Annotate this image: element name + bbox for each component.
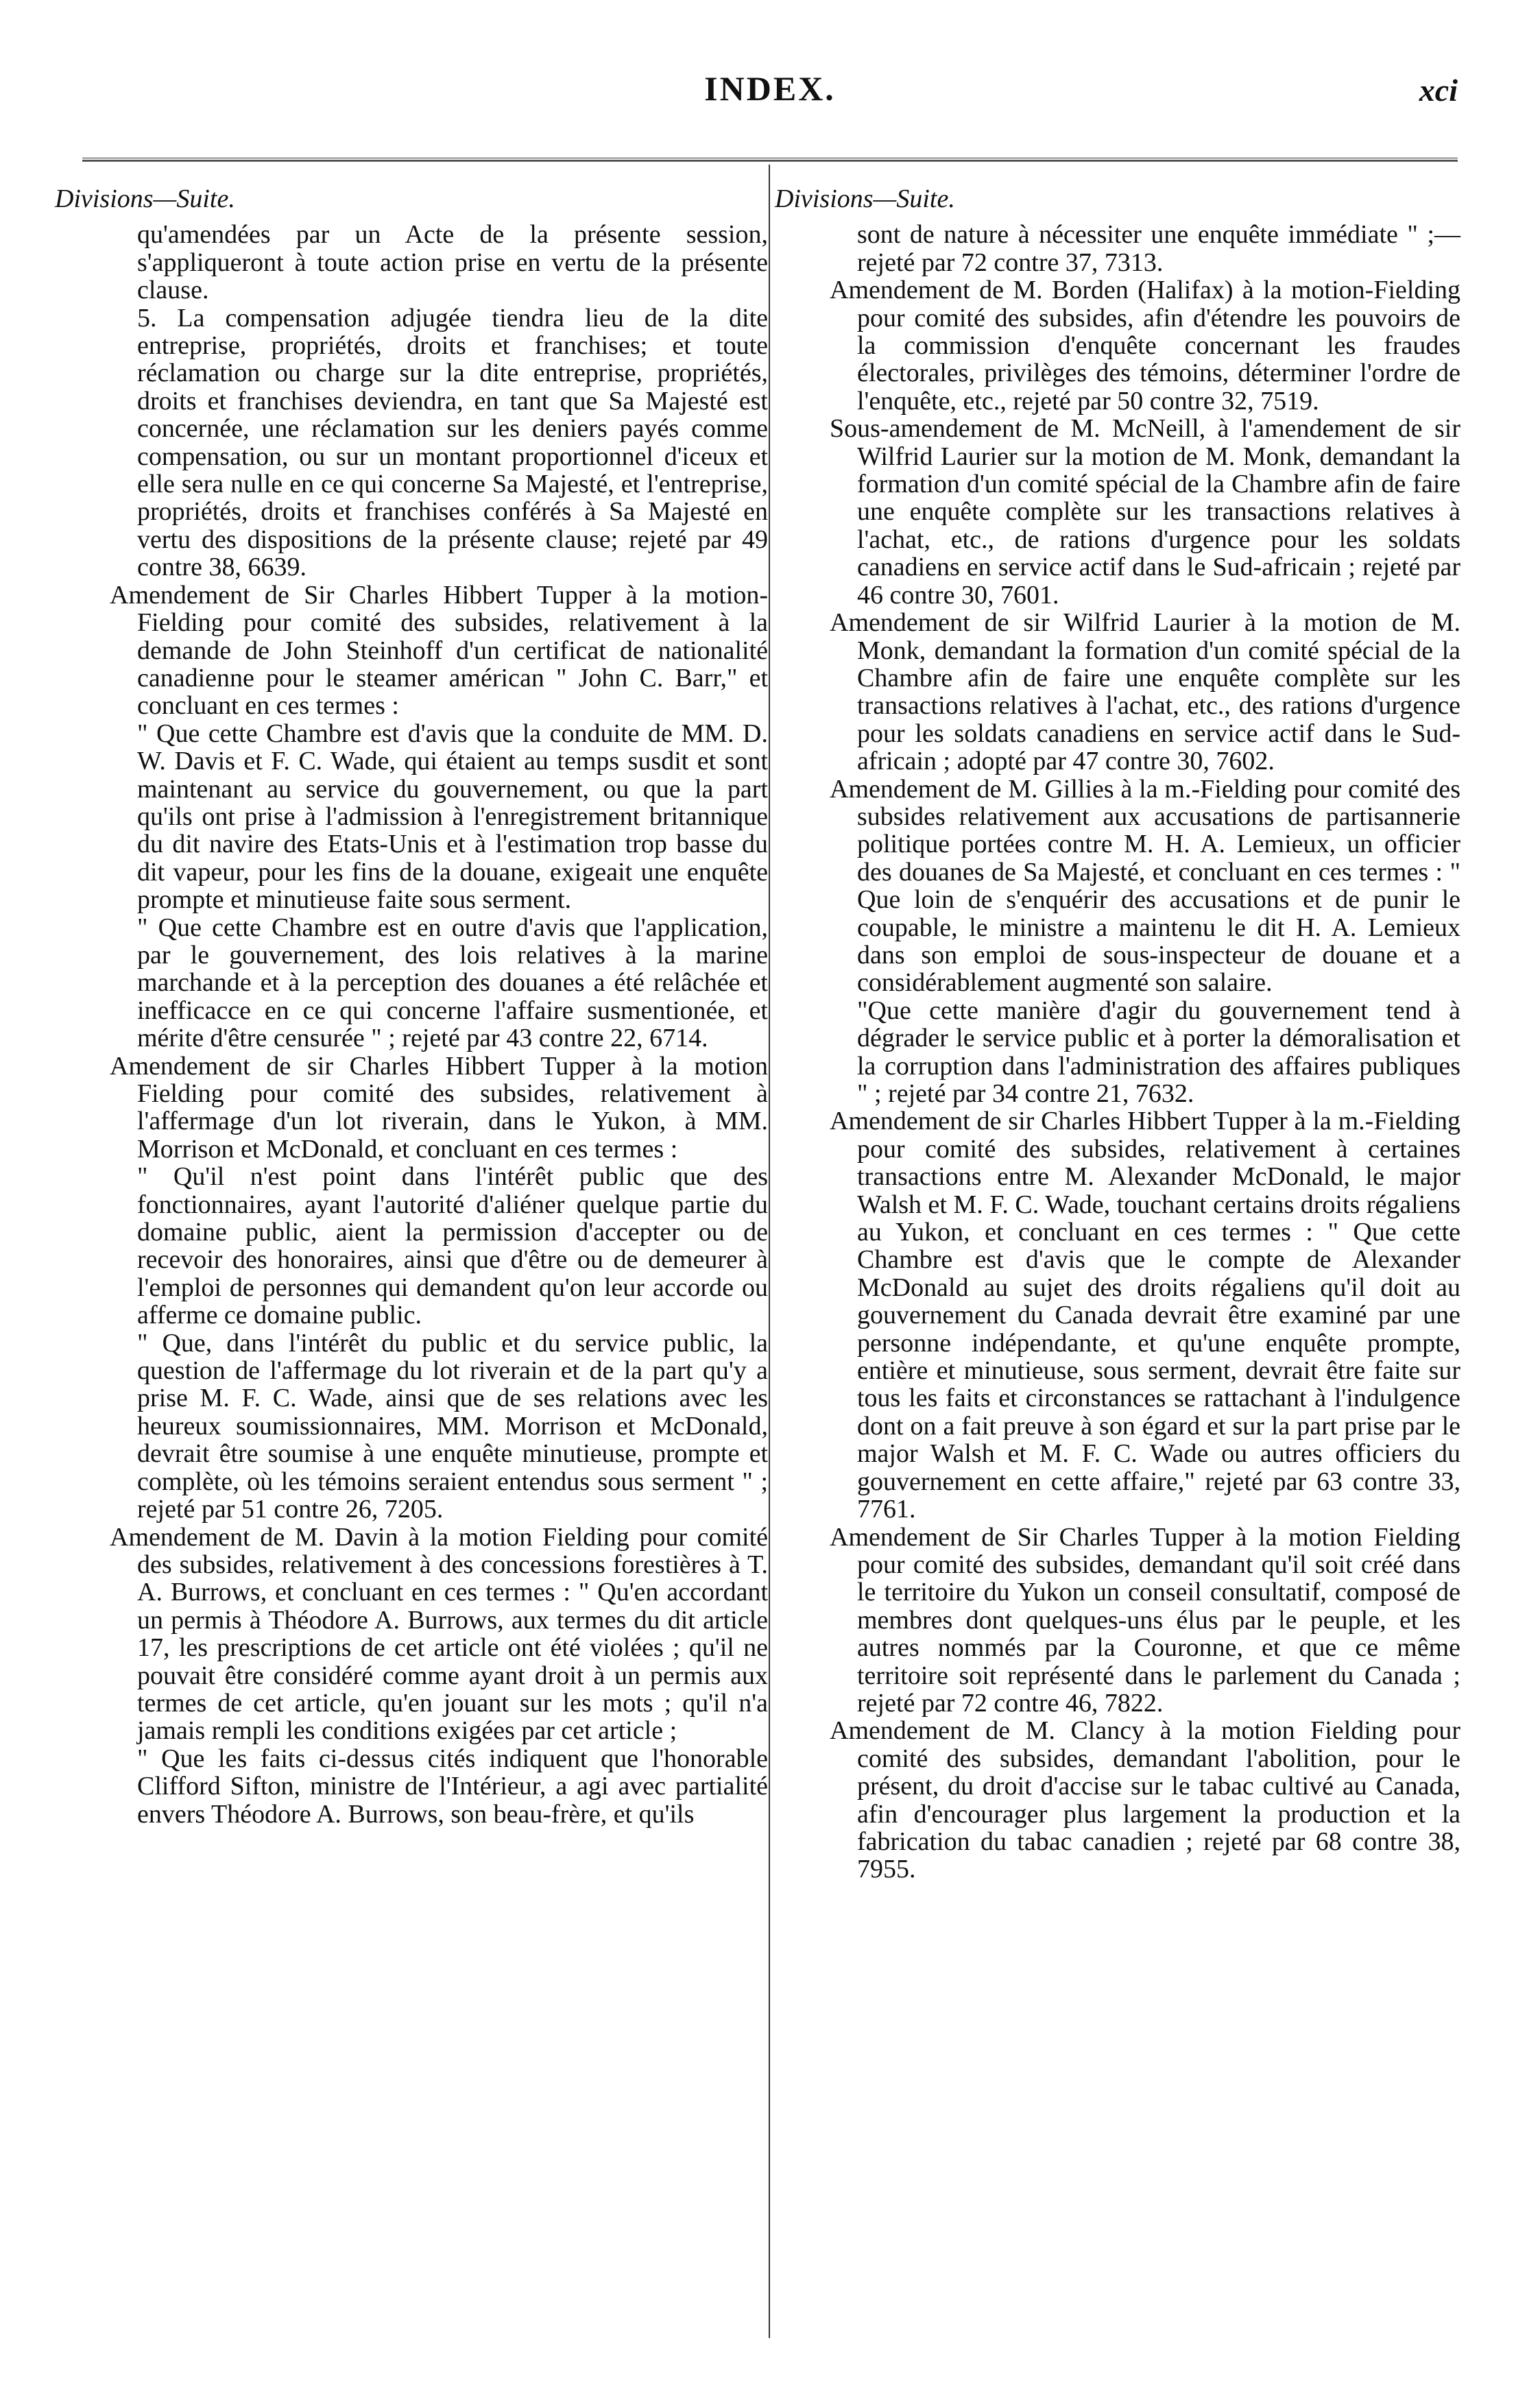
index-entry: Amendement de sir Charles Hibbert Tupper à la m.-Fielding pour comité des subsides, relativement à certaines transactions entre M. Alexander McDonald, le major Walsh et M. F. C. Wade, touchant certains droits régaliens au Yukon, et concluant en ces termes : " Que cette Chambre est d'avis que le compte de Alexander McDonald au sujet des droits régaliens qu'il doit au gouvernement du Canada devrait être examiné par une personne indépendante, et qu'une enquête prompte, entière et minutieuse, sous serment, devrait être faite sur tous les faits et circonstances se rattachant à l'indulgence dont on a fait preuve à son égard et sur la part prise par le major Walsh et M. F. C. Wade ou autres officiers du gouvernement en cette affaire," rejeté par 63 contre 33, 7761. xyxy=(830,1107,1460,1524)
index-entry: Amendement de sir Charles Hibbert Tupper à la motion Fielding pour comité des subsides, relativement à l'affermage d'un lot riverain, dans le Yukon, à MM. Morrison et McDonald, et concluant en ces termes : xyxy=(110,1051,768,1164)
right-column xyxy=(775,185,1460,1883)
right-column-heading: Divisions—Suite. xyxy=(775,184,955,213)
index-entry: Amendement de Sir Charles Hibbert Tupper à la motion-Fielding pour comité des subsides, relativement à la demande de John Steinhoff d'un certificat de nationalité canadienne pour le steamer américan " John C. Barr," et concluant en ces termes : xyxy=(110,580,768,721)
index-entry: Amendement de M. Davin à la motion Fielding pour comité des subsides, relativement à des concessions forestières à T. A. Burrows, et concluant en ces termes : " Qu'en accordant un permis à Théodore A. Burrows, aux termes du dit article 17, les prescriptions de cet article ont été violées ; qu'il ne pouvait être considéré comme ayant droit à un permis aux termes de cet article, qu'en jouant sur les mots ; qu'il n'a jamais rempli les conditions exigées par cet article ; xyxy=(110,1522,768,1746)
column-divider xyxy=(769,165,770,2338)
index-entry: Sous-amendement de M. McNeill, à l'amendement de sir Wilfrid Laurier sur la motion de M. Monk, demandant la formation d'un comité spécial de la Chambre afin de faire une enquête complète sur les transactions relatives à l'achat, etc., de rations d'urgence pour les soldats canadiens en service actif dans le Sud-africain ; rejeté par 46 contre 30, 7601. xyxy=(830,414,1460,610)
index-entry: Amendement de sir Wilfrid Laurier à la motion de M. Monk, demandant la formation d'un comité spécial de la Chambre afin de faire une enquête complète sur les transactions relatives à l'achat, etc., des rations d'urgence pour les soldats canadiens en service actif dans le Sud-africain ; adopté par 47 contre 30, 7602. xyxy=(830,608,1460,776)
header-rule xyxy=(82,158,1458,162)
index-quote: " Que cette Chambre est d'avis que la conduite de MM. D. W. Davis et F. C. Wade, qui étaient au temps susdit et sont maintenant au service du gouvernement, ou que la part qu'ils ont prise à l'admission à l'enregistrement britannique du dit navire des Etats-Unis et à l'estimation trop basse du dit vapeur, pour les fins de la douane, exigeait une enquête prompte et minutieuse faite sous serment. xyxy=(137,719,768,915)
left-column xyxy=(55,185,768,1828)
index-paragraph: 5. La compensation adjugée tiendra lieu de la dite entreprise, propriétés, droits et franchises; et toute réclamation ou charge sur la dite entreprise, propriétés, droits et franchises deviendra, en tant que Sa Majesté est concernée, une réclamation sur les deniers payés comme compensation, ou sur un montant proportionnel d'iceux et elle sera nulle en ce qui concerne Sa Majesté, et l'entreprise, propriétés, droits et franchises conférés à Sa Majesté en vertu des dispositions de la présente clause; rejeté par 49 contre 38, 6639. xyxy=(137,303,768,582)
index-paragraph: qu'amendées par un Acte de la présente session, s'appliqueront à toute action prise en vertu de la présente clause. xyxy=(137,220,768,305)
index-entry: Amendement de M. Borden (Halifax) à la motion-Fielding pour comité des subsides, afin d'étendre les pouvoirs de la commission d'enquête concernant les fraudes électorales, privilèges des témoins, déterminer l'ordre de l'enquête, etc., rejeté par 50 contre 32, 7519. xyxy=(830,276,1460,416)
index-quote: " Que cette Chambre est en outre d'avis que l'application, par le gouvernement, des lois relatives à la marine marchande et à la perception des douanes a été relâchée et inefficacce en ce qui concerne l'affaire susmentionée, et mérite d'être censurée " ; rejeté par 43 contre 22, 6714. xyxy=(137,913,768,1053)
index-entry: Amendement de M. Gillies à la m.-Fielding pour comité des subsides relativement aux accusations de partisannerie politique portées contre M. H. A. Lemieux, un officier des douanes de Sa Majesté, et concluant en ces termes : " Que loin de s'enquérir des accusations et de punir le coupable, le ministre a maintenu le dit H. A. Lemieux dans son emploi de sous-inspecteur de douane et a considérablement augmenté son salaire. xyxy=(830,774,1460,998)
index-entry: Amendement de Sir Charles Tupper à la motion Fielding pour comité des subsides, demandant qu'il soit créé dans le territoire du Yukon un conseil consultatif, composé de membres dont quelques-uns élus par le peuple, et les autres nommés par la Couronne, et que ce même territoire soit représenté dans le parlement du Canada ; rejeté par 72 contre 46, 7822. xyxy=(830,1522,1460,1718)
index-paragraph: sont de nature à nécessiter une enquête immédiate " ;—rejeté par 72 contre 37, 7313. xyxy=(857,220,1460,277)
index-quote: " Qu'il n'est point dans l'intérêt public que des fonctionnaires, ayant l'autorité d'aliéner quelque partie du domaine public, aient la permission d'accepter ou de recevoir des honoraires, ainsi que d'être ou de demeurer à l'emploi de personnes qui demandent qu'on leur accorde ou afferme ce domaine public. xyxy=(137,1162,768,1330)
page-header xyxy=(0,55,1540,123)
index-quote: " Que, dans l'intérêt du public et du service public, la question de l'affermage du lot riverain et de la part qu'y a prise M. F. C. Wade, ainsi que de ses relations avec les heureux soumissionnaires, MM. Morrison et McDonald, devrait être soumise à une enquête minutieuse, prompte et complète, où les témoins seraient entendus sous serment " ; rejeté par 51 contre 26, 7205. xyxy=(137,1328,768,1524)
page-number: xci xyxy=(1419,73,1458,108)
index-quote: "Que cette manière d'agir du gouvernement tend à dégrader le service public et à porter la démoralisation et la corruption dans l'administration des affaires publiques " ; rejeté par 34 contre 21, 7632. xyxy=(857,996,1460,1108)
page-title: INDEX. xyxy=(704,69,836,108)
index-quote: " Que les faits ci-dessus cités indiquent que l'honorable Clifford Sifton, ministre de l'Intérieur, a agi avec partialité envers Théodore A. Burrows, son beau-frère, et qu'ils xyxy=(137,1744,768,1829)
left-column-heading: Divisions—Suite. xyxy=(55,184,235,213)
index-entry: Amendement de M. Clancy à la motion Fielding pour comité des subsides, demandant l'abolition, pour le présent, du droit d'accise sur le tabac cultivé au Canada, afin d'encourager plus largement la production et la fabrication du tabac canadien ; rejeté par 68 contre 38, 7955. xyxy=(830,1716,1460,1884)
